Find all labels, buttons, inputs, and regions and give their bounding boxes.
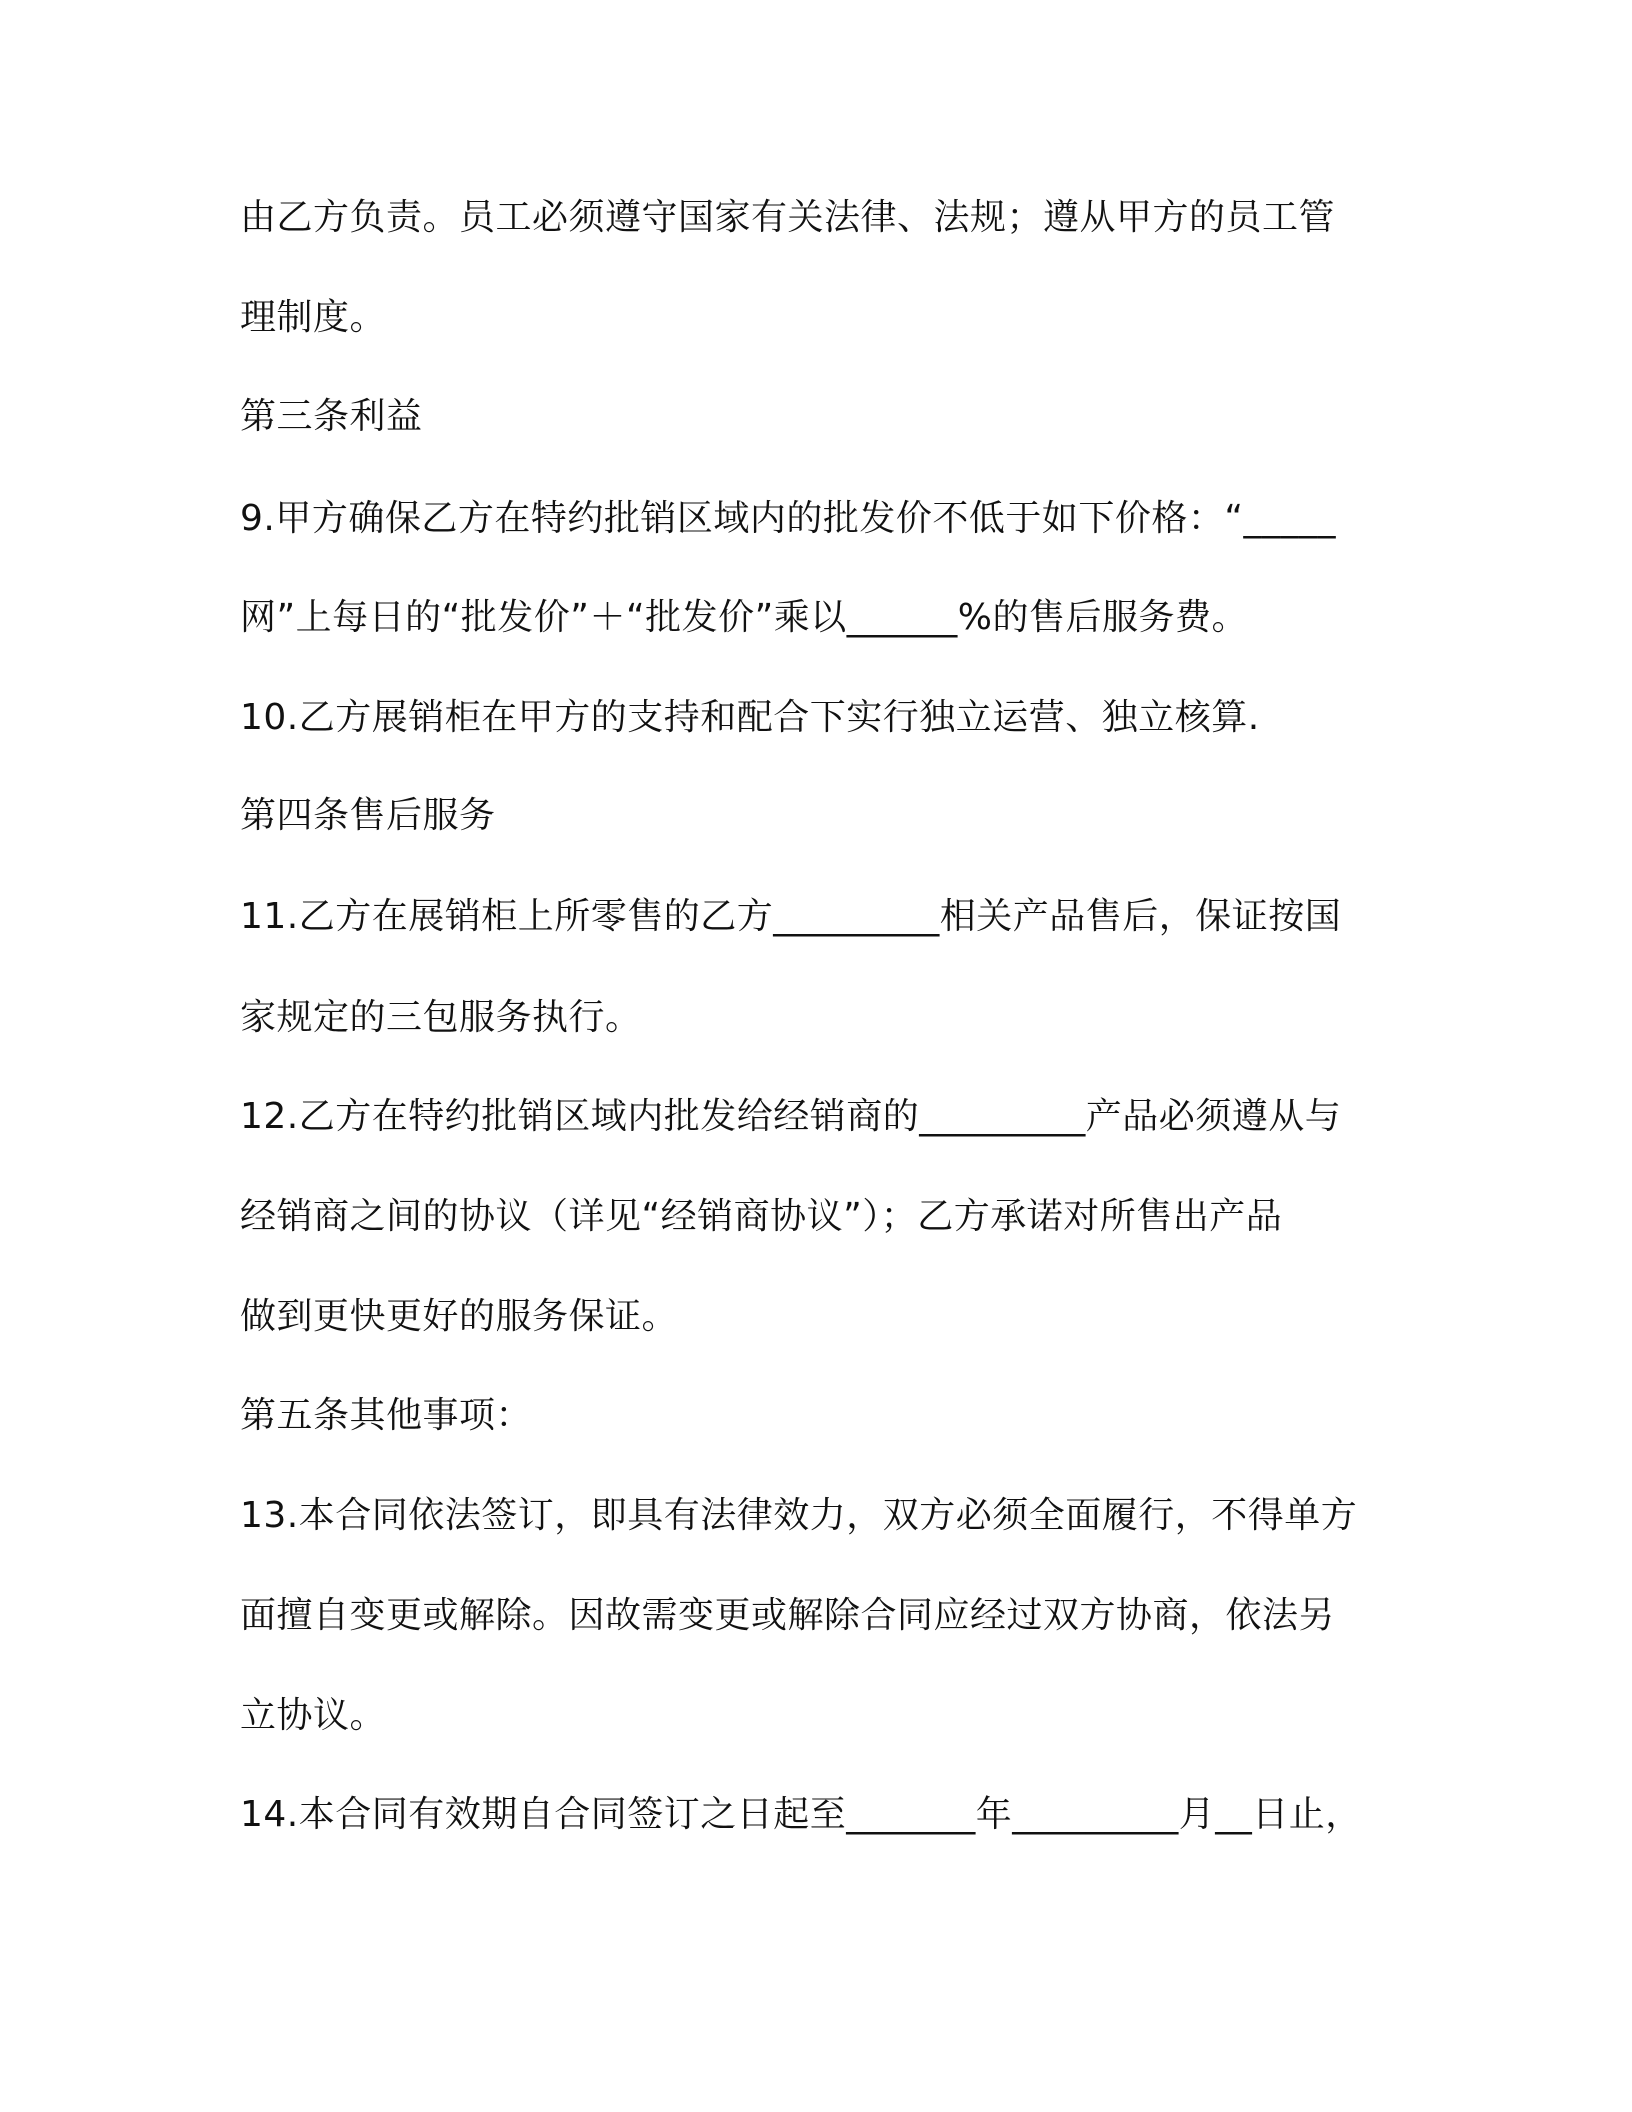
text-line: 理制度。 — [240, 297, 387, 338]
text-line: 家规定的三包服务执行。 — [240, 997, 642, 1038]
text-line: 14.本合同有效期自合同签订之日起至_______年_________月__日止， — [240, 1794, 1362, 1835]
text-line: 做到更快更好的服务保证。 — [240, 1296, 679, 1337]
section-heading: 第三条利益 — [240, 396, 423, 437]
text-line: 立协议。 — [240, 1695, 387, 1736]
text-line: 13.本合同依法签订，即具有法律效力，双方必须全面履行，不得单方 — [240, 1495, 1358, 1536]
text-line: 由乙方负责。员工必须遵守国家有关法律、法规；遵从甲方的员工管 — [240, 197, 1336, 238]
text-line: 10.乙方展销柜在甲方的支持和配合下实行独立运营、独立核算. — [240, 697, 1260, 738]
text-line: 9.甲方确保乙方在特约批销区域内的批发价不低于如下价格：“_____ — [240, 498, 1336, 539]
text-line: 11.乙方在展销柜上所零售的乙方_________相关产品售后，保证按国 — [240, 896, 1342, 937]
text-line: 12.乙方在特约批销区域内批发给经销商的_________产品必须遵从与 — [240, 1096, 1342, 1137]
text-line: 面擅自变更或解除。因故需变更或解除合同应经过双方协商，依法另 — [240, 1595, 1336, 1636]
section-heading: 第四条售后服务 — [240, 795, 496, 836]
text-line: 经销商之间的协议（详见“经销商协议”）；乙方承诺对所售出产品 — [240, 1196, 1283, 1237]
text-line: 网”上每日的“批发价”＋“批发价”乘以______%的售后服务费。 — [240, 597, 1248, 638]
section-heading: 第五条其他事项： — [240, 1395, 533, 1436]
